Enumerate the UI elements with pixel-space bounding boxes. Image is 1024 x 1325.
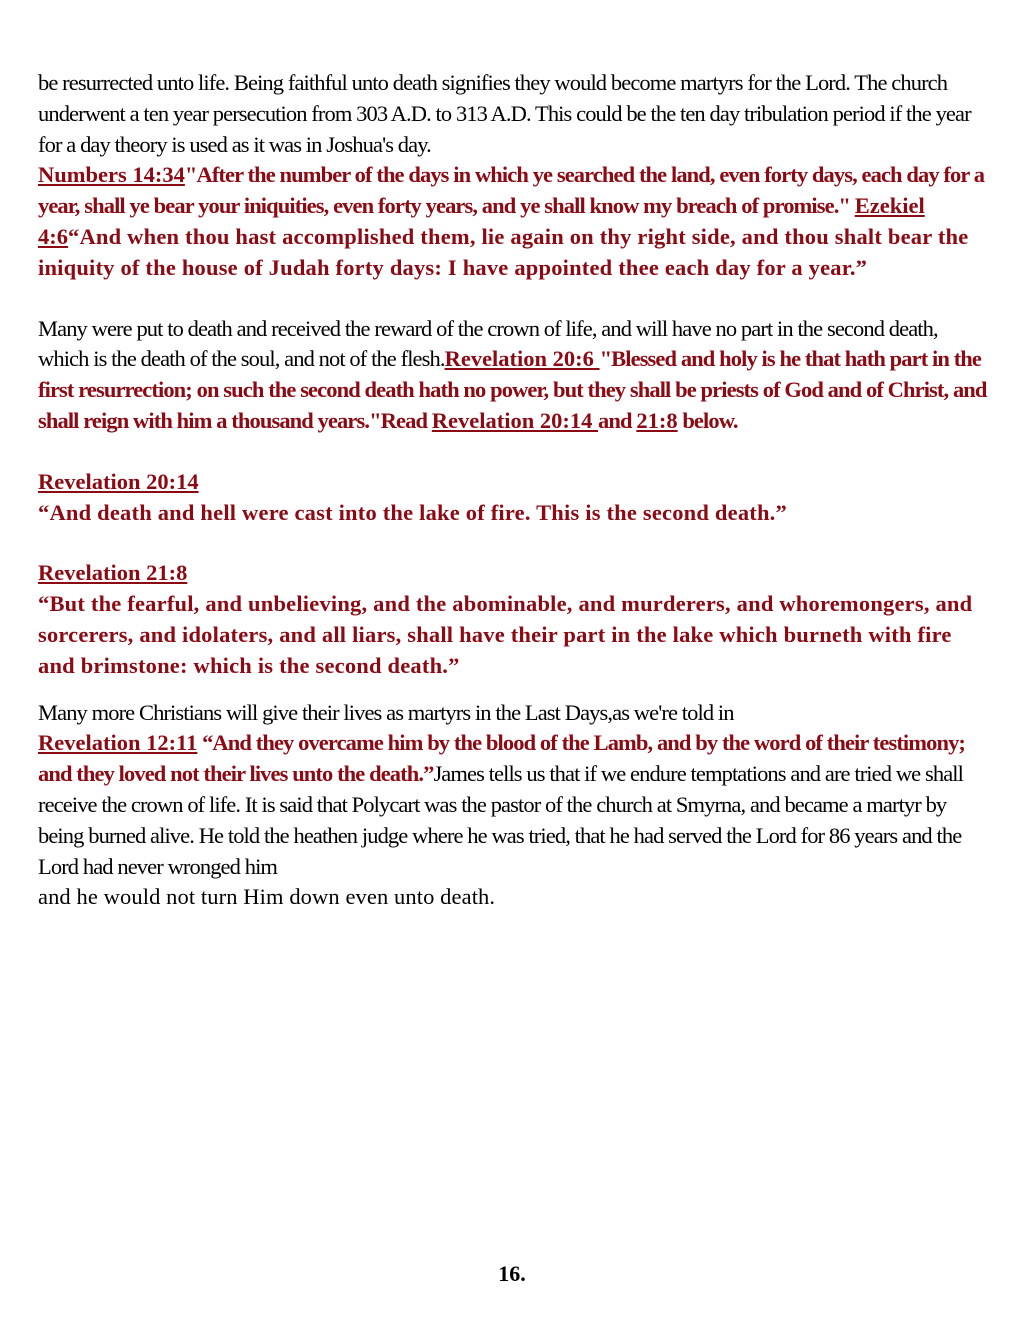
document-body [38, 68, 990, 913]
paragraph-persecution [38, 68, 990, 284]
scripture-link-revelation-20-14[interactable]: Revelation 20:14 [431, 407, 599, 433]
scripture-quote-revelation-20-14: “And death and hell were cast into the lake of fire. This is the second death.” [38, 499, 787, 525]
paragraph-text: Many more Christians will give their lives as martyrs in the Last Days,as we're told in [38, 699, 734, 725]
scripture-quote-ezekiel: “And when thou hast accomplished them, lie again on thy right side, and thou shalt bear the iniquity of the house of Judah forty days: I have appointed thee each day for a year.” [38, 223, 969, 280]
scripture-quote-revelation-21-8: “But the fearful, and unbelieving, and the abominable, and murderers, and whoremongers, and sorcerers, and idolaters, and all liars, shall have their part in the lake which burneth with fire and brimstone: which is the second death.” [38, 591, 973, 678]
paragraph-ending: and he would not turn Him down even unto death. [38, 884, 496, 910]
page-number: 16. [498, 1261, 526, 1286]
scripture-quote-numbers: "After the number of the days in which ye searched the land, even forty days, each day for a year, shall ye bear your iniquities, even forty years, and ye shall know my breach of promise." [38, 162, 985, 219]
scripture-block-revelation-20-14 [38, 467, 990, 529]
connector-text: and [598, 407, 637, 433]
scripture-quote-revelation-20-6: "Blessed and holy is he that hath part in the first resurrection; on such the second death hath no power, but they shall be priests of God and of Christ, and shall reign with him a thousand years."Read [38, 346, 987, 433]
paragraph-martyrs [38, 698, 990, 914]
connector-text: below. [677, 407, 738, 433]
scripture-heading-revelation-20-14[interactable]: Revelation 20:14 [38, 468, 199, 494]
paragraph-text: be resurrected unto life. Being faithful unto death signifies they would become martyrs for the Lord. The church underwent a ten year persecution from 303 A.D. to 313 A.D. This could be the ten day tribulation period if the year for a day theory is used as it was in Joshua's day. [38, 70, 971, 157]
paragraph-text: James tells us that if we endure temptations and are tried we shall receive the crown of life. It is said that Polycart was the pastor of the church at Smyrna, and became a martyr by being burned alive. He told the heathen judge where he was tried, that he had served the Lord for 86 years and the Lord had never wronged him [38, 761, 963, 879]
scripture-heading-revelation-21-8[interactable]: Revelation 21:8 [38, 560, 188, 586]
paragraph-second-death [38, 314, 990, 437]
scripture-link-revelation-21-8[interactable]: 21:8 [636, 407, 678, 433]
scripture-link-ezekiel-4-6[interactable]: Ezekiel 4:6 [38, 193, 925, 249]
paragraph-text: Many were put to death and received the reward of the crown of life, and will have no part in the second death, which is the death of the soul, and not of the flesh. [38, 315, 938, 372]
scripture-link-revelation-12-11[interactable]: Revelation 12:11 [38, 730, 198, 756]
scripture-link-numbers-14-34[interactable]: Numbers 14:34 [38, 162, 185, 188]
scripture-link-revelation-20-6[interactable]: Revelation 20:6 [444, 346, 600, 372]
scripture-quote-revelation-12-11: “And they overcame him by the blood of the Lamb, and by the word of their testimony; and they loved not their lives unto the death.” [38, 730, 966, 787]
scripture-block-revelation-21-8 [38, 558, 990, 681]
